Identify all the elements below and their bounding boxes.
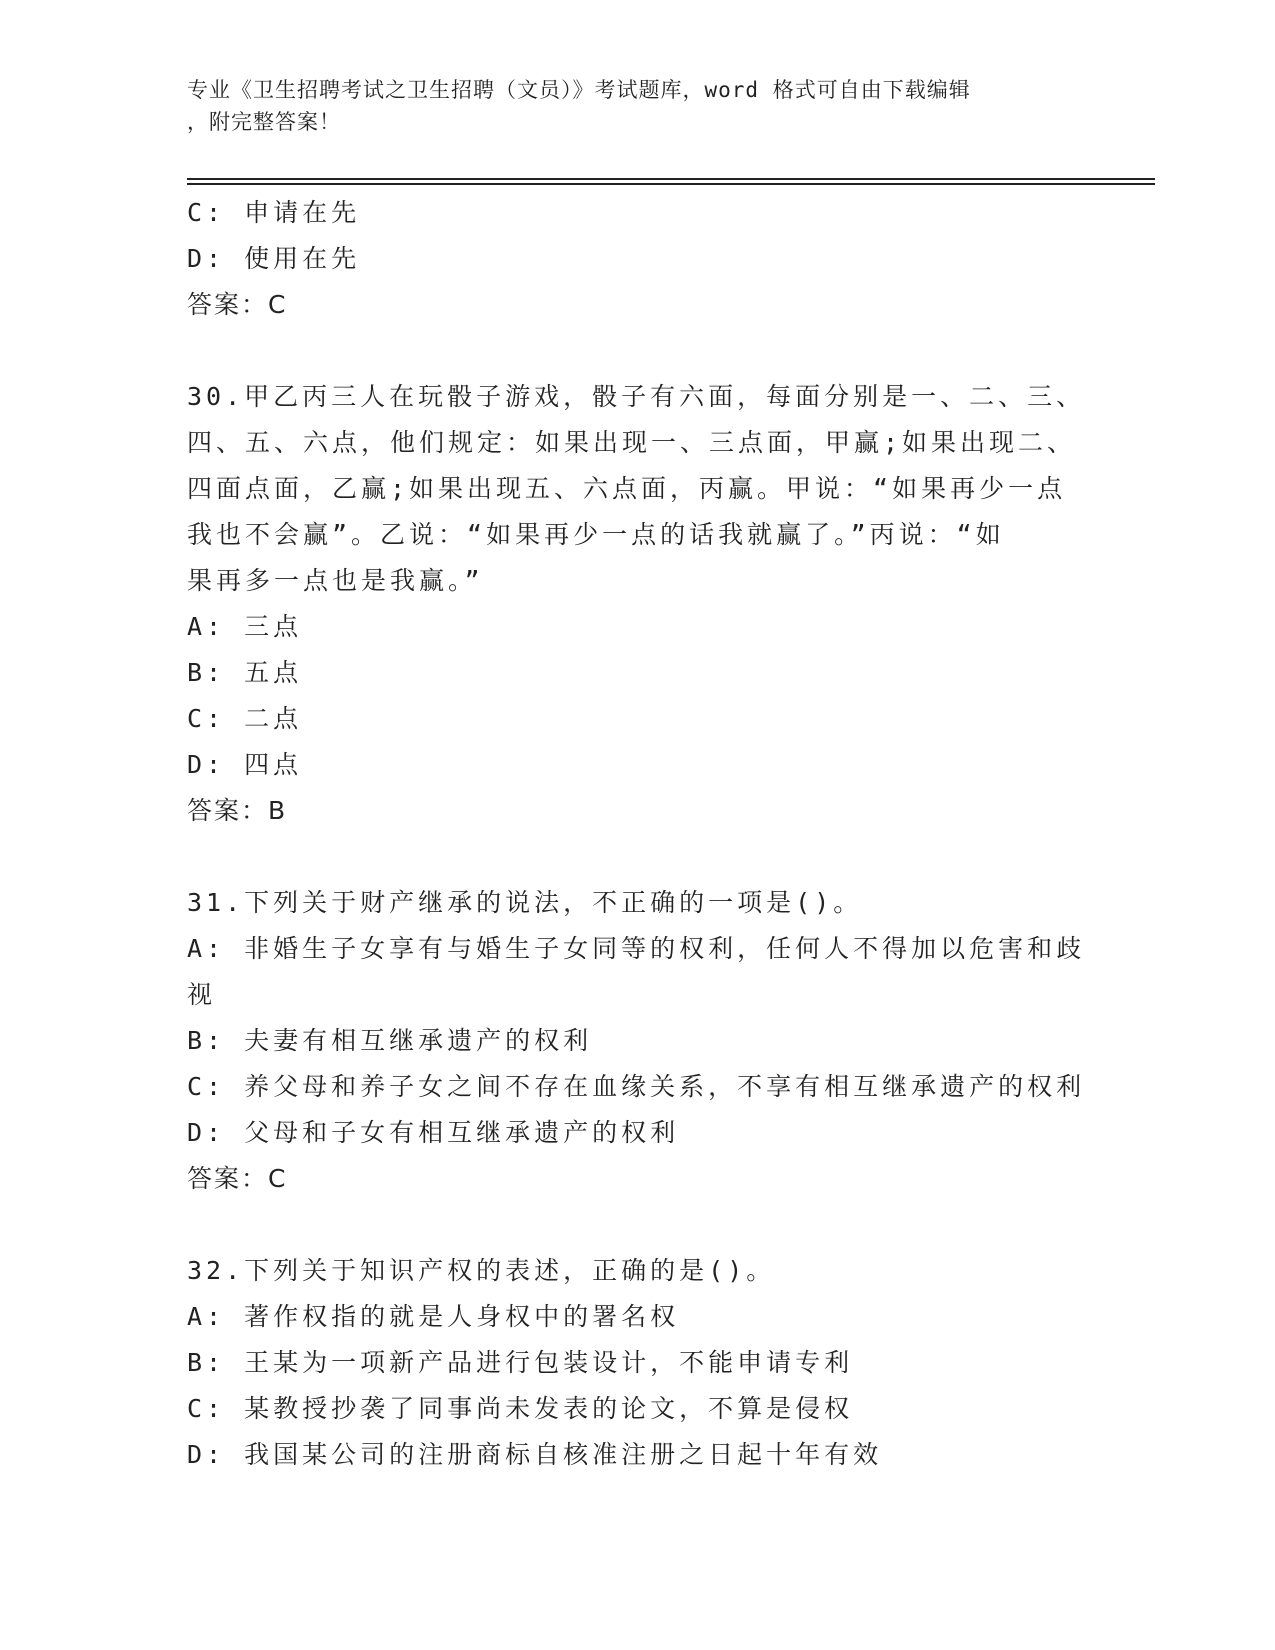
option-c: C: 某教授抄袭了同事尚未发表的论文，不算是侵权: [187, 1394, 854, 1423]
question-list: [187, 190, 1087, 1478]
question-stem-line: 四、五、六点，他们规定：如果出现一、三点面，甲赢;如果出现二、: [187, 428, 1077, 457]
question-stem-line: 31.下列关于财产继承的说法，不正确的一项是()。: [187, 888, 863, 917]
answer-line: 答案：C: [187, 1164, 288, 1193]
header-rule-top: [187, 178, 1155, 180]
option-b: B: 夫妻有相互继承遗产的权利: [187, 1026, 593, 1055]
option-b: B: 王某为一项新产品进行包装设计，不能申请专利: [187, 1348, 854, 1377]
question-32: [187, 1248, 1087, 1478]
question-gap: [187, 834, 1087, 880]
option-b: B: 五点: [187, 658, 303, 687]
document-header: [187, 74, 1087, 138]
question-gap: [187, 1202, 1087, 1248]
question-stem-line: 30.甲乙丙三人在玩骰子游戏，骰子有六面，每面分别是一、二、三、: [187, 382, 1086, 411]
option-c: C: 二点: [187, 704, 303, 733]
answer-line: 答案：B: [187, 796, 288, 825]
question-stem-line: 四面点面，乙赢;如果出现五、六点面，丙赢。甲说：“如果再少一点: [187, 474, 1067, 503]
option-a: A: 著作权指的就是人身权中的署名权: [187, 1302, 680, 1331]
question-stem-line: 我也不会赢”。乙说：“如果再少一点的话我就赢了。”丙说：“如: [187, 520, 1005, 549]
option-d: D: 四点: [187, 750, 303, 779]
answer-line: 答案：C: [187, 290, 288, 319]
question-gap: [187, 328, 1087, 374]
question-31: [187, 880, 1087, 1202]
option-c: C: 养父母和养子女之间不存在血缘关系，不享有相互继承遗产的权利: [187, 1072, 1086, 1101]
header-line-2: ，附完整答案！: [187, 110, 341, 134]
option-a: A: 非婚生子女享有与婚生子女同等的权利，任何人不得加以危害和歧: [187, 934, 1086, 963]
question-30: [187, 374, 1087, 834]
option-d: D: 父母和子女有相互继承遗产的权利: [187, 1118, 680, 1147]
header-rule-bottom: [187, 183, 1155, 185]
option-c: C: 申请在先: [187, 198, 361, 227]
question-stem-line: 果再多一点也是我赢。”: [187, 566, 484, 595]
option-d: D: 使用在先: [187, 244, 361, 273]
header-line-1: 专业《卫生招聘考试之卫生招聘（文员）》考试题库，word 格式可自由下载编辑: [187, 78, 971, 102]
option-a: A: 三点: [187, 612, 303, 641]
option-a-continued: 视: [187, 980, 217, 1009]
option-d: D: 我国某公司的注册商标自核准注册之日起十年有效: [187, 1440, 883, 1469]
question-stem-line: 32.下列关于知识产权的表述，正确的是()。: [187, 1256, 776, 1285]
